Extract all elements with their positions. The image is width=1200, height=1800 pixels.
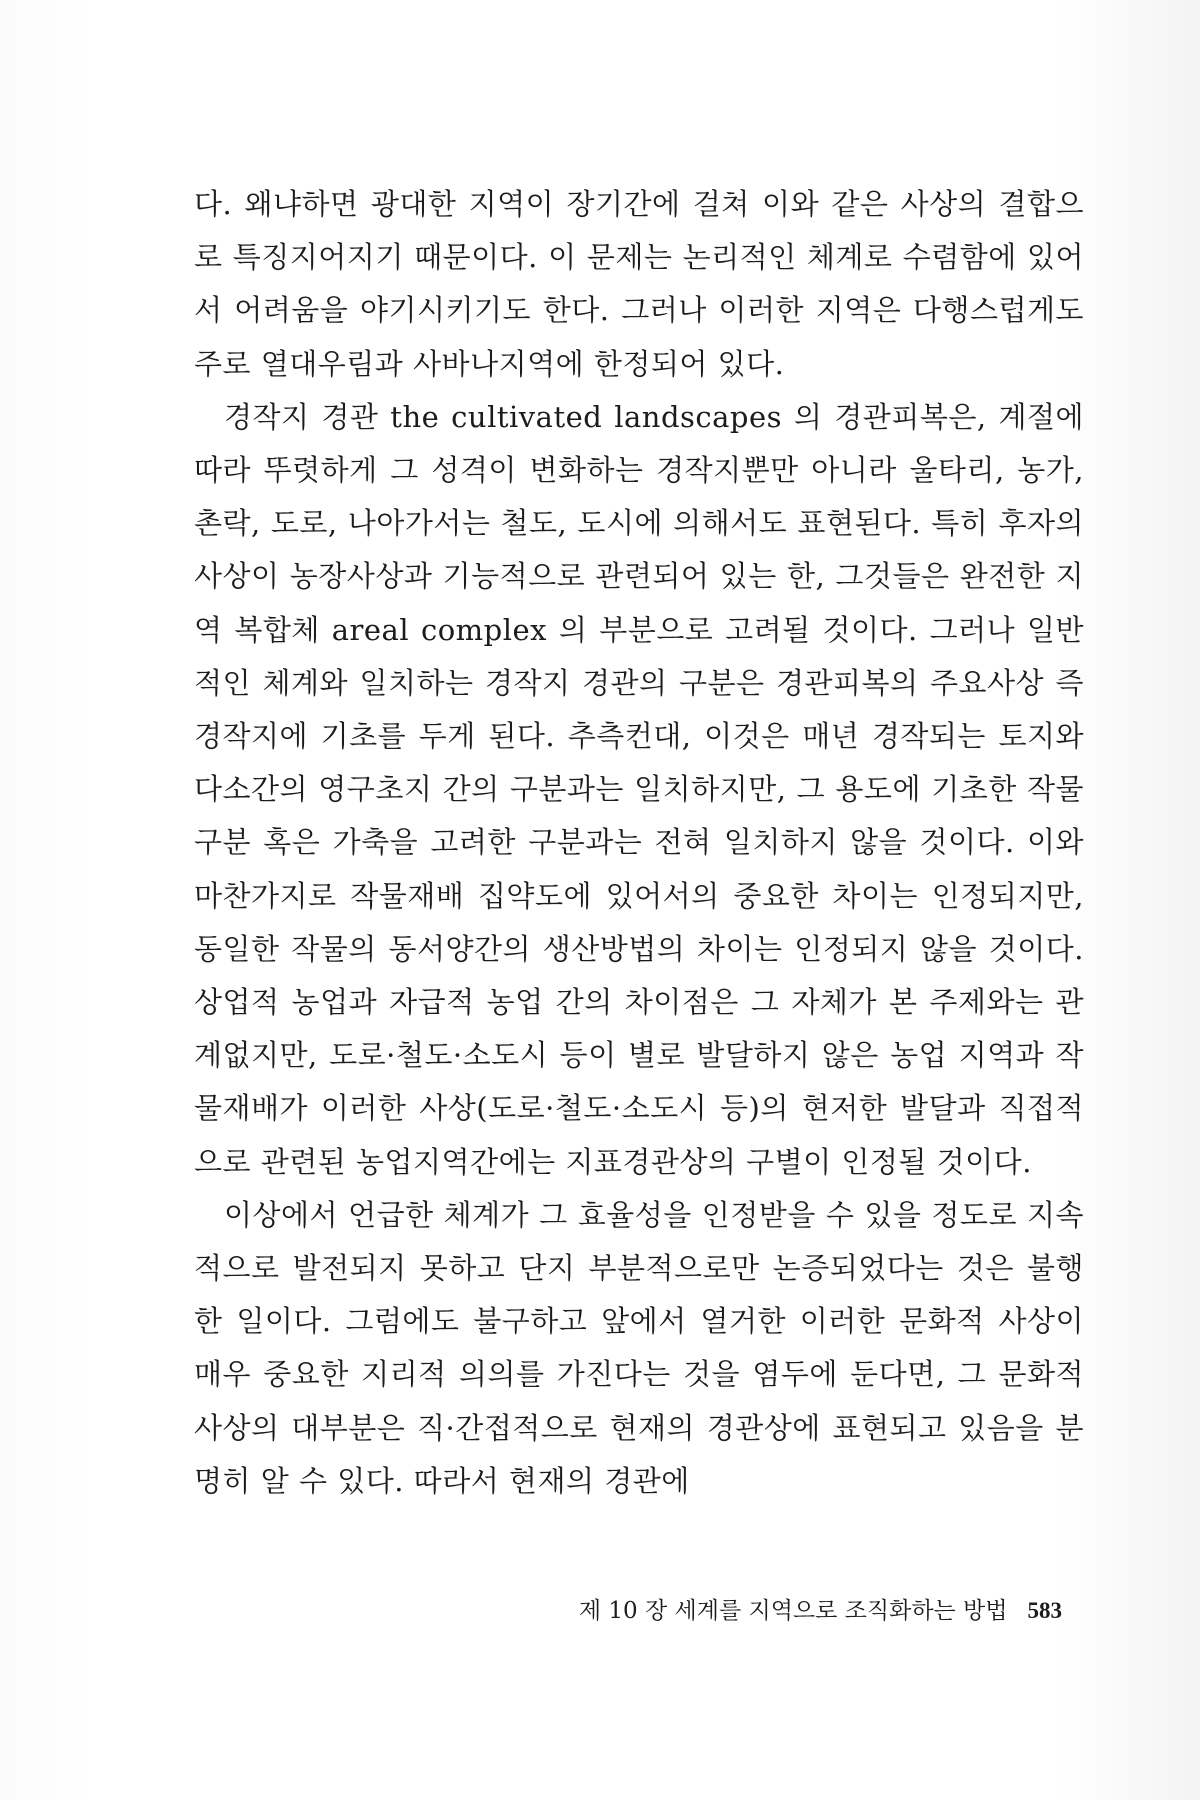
body-text — [194, 178, 1084, 1508]
paragraph-3: 이상에서 언급한 체계가 그 효율성을 인정받을 수 있을 정도로 지속적으로 발전되지 못하고 단지 부분적으로만 논증되었다는 것은 불행한 일이다. 그럼에도 불구하고 앞에서 열거한 이러한 문화적 사상이 매우 중요한 지리적 의의를 가진다는 것을 염두에 둔다면, 그 문화적 사상의 대부분은 직·간접적으로 현재의 경관상에 표현되고 있음을 분명히 알 수 있다. 따라서 현재의 경관에 — [194, 1197, 1084, 1498]
page-number: 583 — [1027, 1598, 1062, 1623]
paragraph-2: 경작지 경관 the cultivated landscapes 의 경관피복은, 계절에 따라 뚜렷하게 그 성격이 변화하는 경작지뿐만 아니라 울타리, 농가, 촌락, 도로, 나아가서는 철도, 도시에 의해서도 표현된다. 특히 후자의 사상이 농장사상과 기능적으로 관련되어 있는 한, 그것들은 완전한 지역 복합체 areal complex 의 부분으로 고려될 것이다. 그러나 일반적인 체계와 일치하는 경작지 경관의 구분은 경관피복의 주요사상 즉 경작지에 기초를 두게 된다. 추측컨대, 이것은 매년 경작되는 토지와 다소간의 영구초지 간의 구분과는 일치하지만, 그 용도에 기초한 작물구분 혹은 가축을 고려한 구분과는 전혀 일치하지 않을 것이다. 이와 마찬가지로 작물재배 집약도에 있어서의 중요한 차이는 인정되지만, 동일한 작물의 동서양간의 생산방법의 차이는 인정되지 않을 것이다. 상업적 농업과 자급적 농업 간의 차이점은 그 자체가 본 주제와는 관계없지만, 도로·철도·소도시 등이 별로 발달하지 않은 농업 지역과 작물재배가 이러한 사상(도로·철도·소도시 등)의 현저한 발달과 직접적으로 관련된 농업지역간에는 지표경관상의 구별이 인정될 것이다. — [194, 399, 1084, 1179]
running-chapter-title: 제 10 장 세계를 지역으로 조직화하는 방법 — [578, 1598, 1008, 1624]
paragraph-1: 다. 왜냐하면 광대한 지역이 장기간에 걸쳐 이와 같은 사상의 결합으로 특징지어지기 때문이다. 이 문제는 논리적인 체계로 수렴함에 있어서 어려움을 야기시키기도 한다. 그러나 이러한 지역은 다행스럽게도 주로 열대우림과 사바나지역에 한정되어 있다. — [194, 187, 1084, 381]
page-footer — [579, 1592, 1062, 1625]
